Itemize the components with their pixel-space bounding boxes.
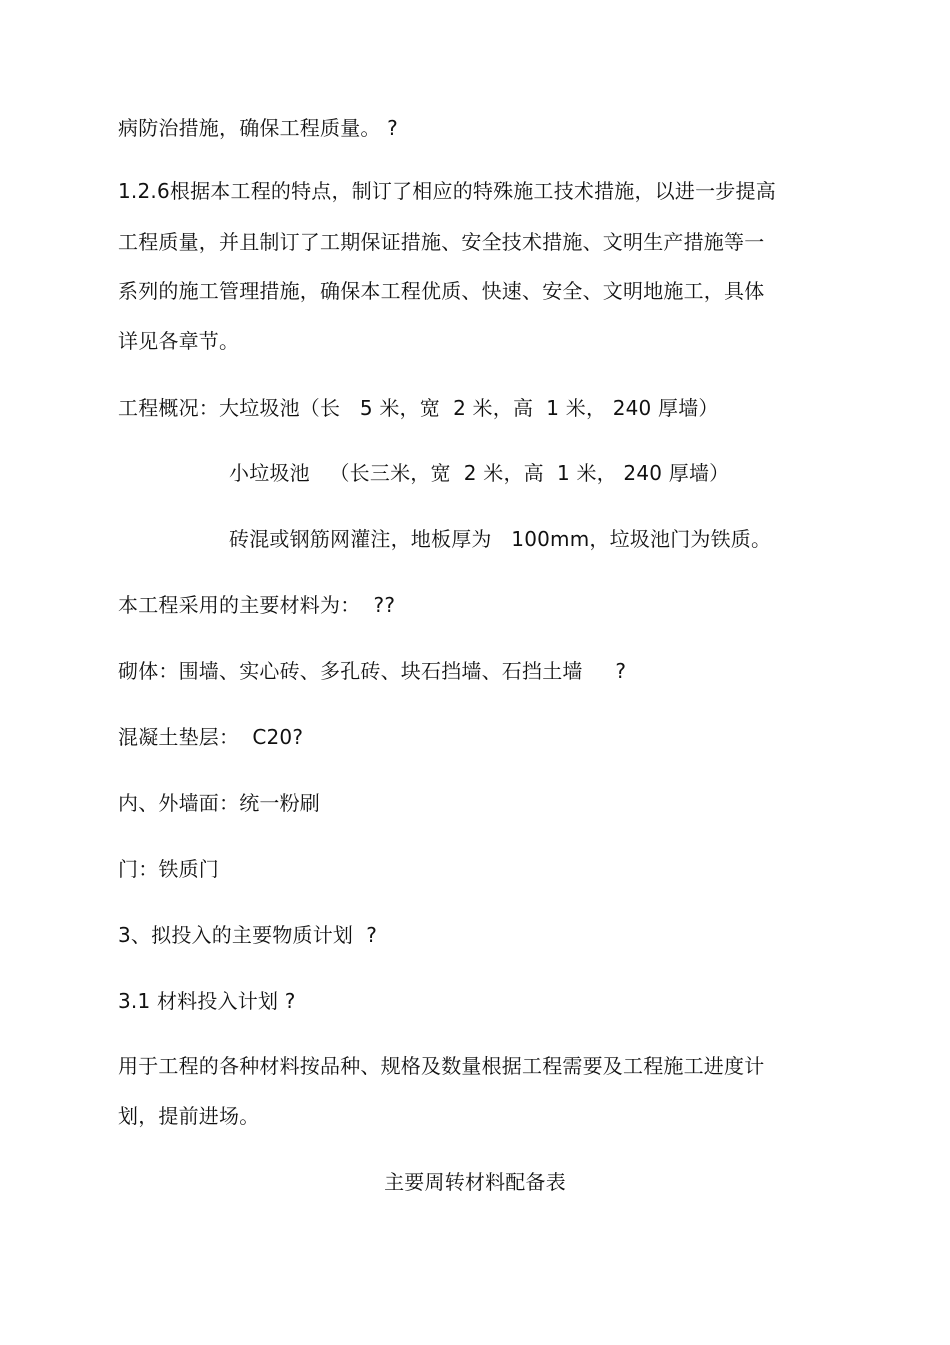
section-heading-3-1: 3.1 材料投入计划 ? [118, 989, 296, 1013]
paragraph-line-4: 系列的施工管理措施，确保本工程优质、快速、安全、文明地施工，具体 [118, 279, 765, 303]
door-line: 门：铁质门 [118, 857, 219, 881]
paragraph-line-3: 工程质量，并且制订了工期保证措施、安全技术措施、文明生产措施等一 [118, 230, 765, 254]
concrete-cushion-line: 混凝土垫层： C20? [118, 725, 304, 749]
table-title: 主要周转材料配备表 [384, 1170, 566, 1194]
project-overview-line: 工程概况：大垃圾池（长 5 米，宽 2 米，高 1 米， 240 厚墙） [118, 396, 719, 420]
paragraph-line-1: 病防治措施，确保工程质量。 ? [118, 116, 398, 140]
small-pool-line: 小垃圾池 （长三米，宽 2 米，高 1 米， 240 厚墙） [229, 461, 730, 485]
masonry-line: 砌体：围墙、实心砖、多孔砖、块石挡墙、石挡土墙 ? [118, 659, 627, 683]
wall-surface-line: 内、外墙面：统一粉刷 [118, 791, 320, 815]
paragraph-line-5: 详见各章节。 [118, 329, 240, 353]
paragraph-line-2: 1.2.6根据本工程的特点，制订了相应的特殊施工技术措施，以进一步提高 [118, 179, 776, 203]
section-heading-3: 3、拟投入的主要物质计划 ? [118, 923, 378, 947]
main-materials-line: 本工程采用的主要材料为： ?? [118, 593, 396, 617]
materials-paragraph-line-1: 用于工程的各种材料按品种、规格及数量根据工程需要及工程施工进度计 [118, 1054, 765, 1078]
construction-method-line: 砖混或钢筋网灌注，地板厚为 100mm，垃圾池门为铁质。 [229, 527, 772, 551]
materials-paragraph-line-2: 划，提前进场。 [118, 1104, 260, 1128]
